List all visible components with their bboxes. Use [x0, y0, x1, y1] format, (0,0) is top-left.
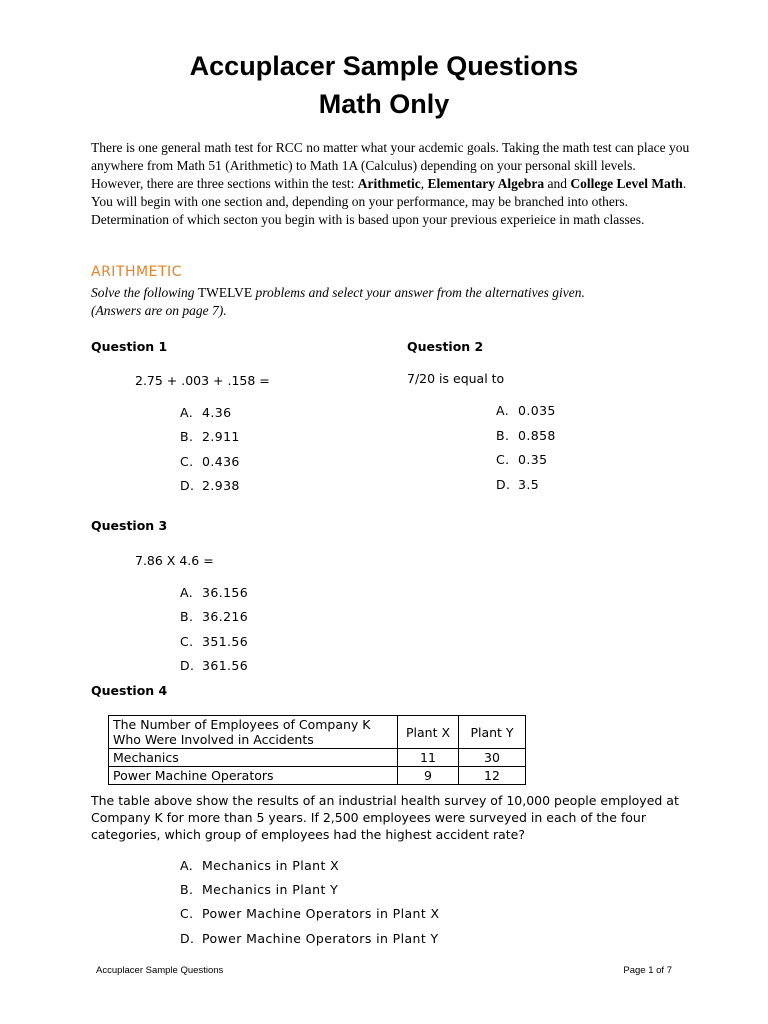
intro-bold-arithmetic: Arithmetic	[357, 176, 421, 191]
question-3-option-d[interactable]: D. 361.56	[180, 658, 249, 673]
instr-italic-1: Solve the following	[91, 285, 198, 300]
instr-line-2: (Answers are on page 7).	[91, 303, 227, 318]
table-row	[109, 767, 526, 785]
intro-bold-college-math: College Level Math	[570, 176, 683, 191]
footer-title: Accuplacer Sample Questions	[96, 965, 224, 976]
footer-page-number: Page 1 of 7	[623, 965, 672, 976]
question-3-option-b[interactable]: B. 36.216	[180, 609, 249, 624]
table-header-row	[109, 716, 526, 749]
accident-table	[108, 715, 526, 785]
section-instructions	[91, 284, 691, 320]
question-4-option-b[interactable]: B. Mechanics in Plant Y	[180, 882, 339, 897]
table-cell: 30	[459, 749, 526, 767]
table-cell: 11	[398, 749, 459, 767]
question-2-option-b[interactable]: B. 0.858	[496, 428, 556, 443]
table-header-cell: Plant X	[398, 716, 459, 749]
question-2-option-c[interactable]: C. 0.35	[496, 452, 548, 467]
table-cell: Mechanics	[109, 749, 398, 767]
question-3-prompt: 7.86 X 4.6 =	[135, 553, 214, 568]
question-1-prompt: 2.75 + .003 + .158 =	[135, 373, 270, 388]
instr-italic-2: problems and select your answer from the alternatives given.	[252, 285, 585, 300]
question-4-option-c[interactable]: C. Power Machine Operators in Plant X	[180, 906, 440, 921]
question-4-option-a[interactable]: A. Mechanics in Plant X	[180, 858, 340, 873]
question-3-option-a[interactable]: A. 36.156	[180, 585, 249, 600]
intro-text-2: . You will begin with one section and, depending on your performance, may be branched into others. Determination of which secton you begin with is based upon your previous experieice in math classes.	[91, 176, 687, 227]
question-3-label: Question 3	[91, 518, 168, 533]
instr-plain: TWELVE	[197, 285, 253, 300]
table-cell: Power Machine Operators	[109, 767, 398, 785]
question-1-option-d[interactable]: D. 2.938	[180, 478, 240, 493]
intro-sep-2: and	[544, 176, 571, 191]
question-2-option-a[interactable]: A. 0.035	[496, 403, 556, 418]
question-1-option-c[interactable]: C. 0.436	[180, 454, 240, 469]
question-4-prompt: The table above show the results of an industrial health survey of 10,000 people employed at Company K for more than 5 years. If 2,500 employees were surveyed in each of the four categories, which group of employees had the highest accident rate?	[91, 793, 679, 842]
table-header-cell: Plant Y	[459, 716, 526, 749]
question-1-option-b[interactable]: B. 2.911	[180, 429, 240, 444]
question-1-label: Question 1	[91, 339, 168, 354]
question-2-option-d[interactable]: D. 3.5	[496, 477, 540, 492]
question-3-option-c[interactable]: C. 351.56	[180, 634, 249, 649]
question-2-label: Question 2	[407, 339, 484, 354]
section-heading: ARITHMETIC	[91, 264, 182, 280]
question-4-option-d[interactable]: D. Power Machine Operators in Plant Y	[180, 931, 439, 946]
question-4-label: Question 4	[91, 683, 168, 698]
intro-text-1: There is one general math test for RCC no matter what your acdemic goals. Taking the math test can place you anywhere from Math 51 (Arithmetic) to Math 1A (Calculus) depending on your personal skill levels. However, there are three sections within the test:	[91, 140, 690, 191]
intro-bold-elementary-algebra: Elementary Algebra	[427, 176, 545, 191]
question-1-option-a[interactable]: A. 4.36	[180, 405, 232, 420]
table-row	[109, 749, 526, 767]
table-cell: 12	[459, 767, 526, 785]
page-subtitle: Math Only	[318, 89, 450, 119]
table-cell: 9	[398, 767, 459, 785]
page-title: Accuplacer Sample Questions	[189, 51, 579, 81]
intro-paragraph	[91, 139, 691, 229]
intro-sep-1: ,	[420, 176, 428, 191]
table-header-cell: The Number of Employees of Company K Who Were Involved in Accidents	[109, 716, 398, 749]
question-2-prompt: 7/20 is equal to	[407, 371, 505, 386]
